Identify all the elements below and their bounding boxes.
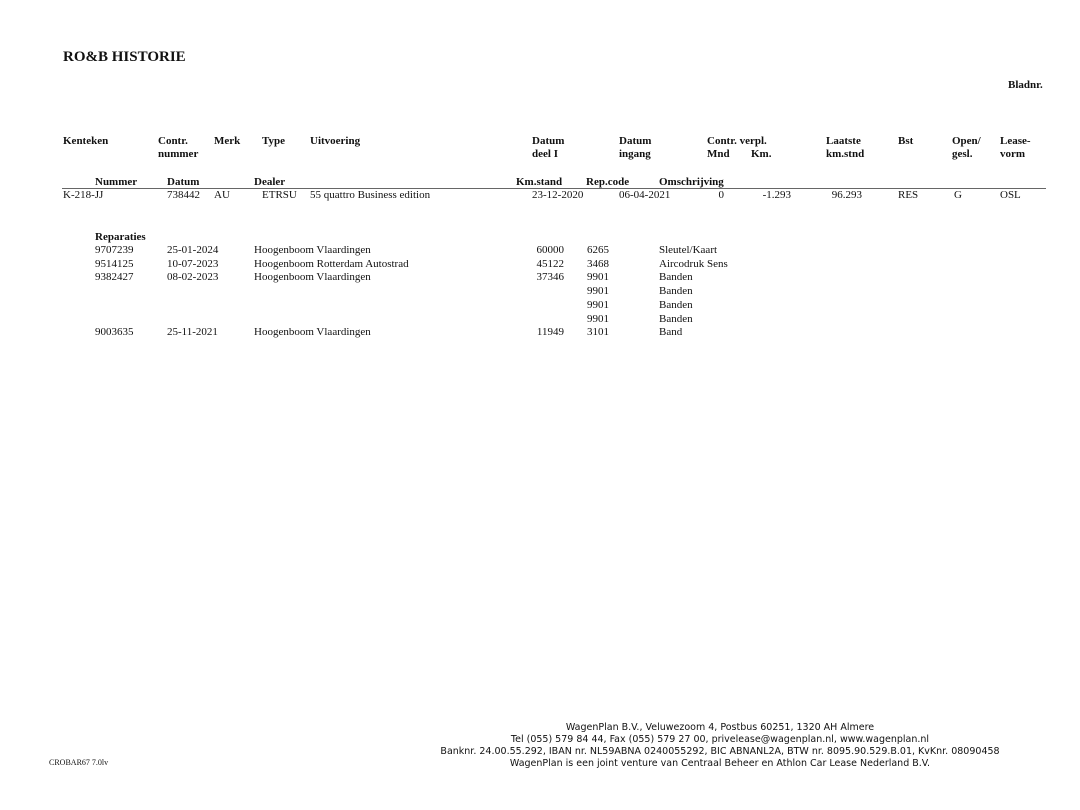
footer-bank: Banknr. 24.00.55.292, IBAN nr. NL59ABNA 0240055292, BIC ABNANL2A, BTW nr. 8095.90.529.B.01, KvKnr. 08090458 [440, 746, 1000, 757]
repair-omschrijving: Sleutel/Kaart [659, 244, 718, 256]
header-kenteken: Kenteken [63, 135, 109, 147]
vehicle-laatste-km: 96.293 [831, 189, 862, 201]
repair-dealer: Hoogenboom Vlaardingen [254, 326, 371, 339]
header-ingang: ingang [619, 148, 651, 160]
repair-km: 45122 [536, 257, 564, 270]
repair-dealer: Hoogenboom Vlaardingen [254, 271, 371, 284]
repair-omschrijving: Banden [659, 298, 693, 311]
repair-code: 3468 [587, 257, 609, 270]
repair-datum: 08-02-2023 [167, 271, 219, 284]
header-uitvoering: Uitvoering [310, 135, 361, 147]
header-datum-ingang: Datum [619, 135, 652, 147]
repair-omschrijving: Banden [659, 285, 693, 298]
vehicle-uitvoering: 55 quattro Business edition [310, 189, 431, 201]
repair-code: 6265 [587, 244, 609, 256]
subheader-nummer: Nummer [95, 176, 138, 188]
repair-code: 9901 [587, 271, 609, 284]
vehicle-kenteken: K-218-JJ [63, 189, 104, 201]
vehicle-lease-vorm: OSL [1000, 189, 1021, 201]
subheader-rep-code: Rep.code [586, 176, 630, 188]
footer-joint-venture: WagenPlan is een joint venture van Centraal Beheer en Athlon Car Lease Nederland B.V. [509, 758, 931, 769]
reparaties-title: Reparaties [95, 231, 146, 243]
subheader-omschrijving: Omschrijving [659, 176, 724, 188]
subheader-km-stand: Km.stand [516, 176, 563, 188]
header-km: Km. [751, 148, 772, 160]
vehicle-contract: 738442 [167, 189, 200, 201]
repair-nummer: 9382427 [95, 271, 134, 284]
header-bst: Bst [898, 135, 914, 147]
subheader-dealer: Dealer [254, 176, 286, 188]
repair-code: 9901 [587, 285, 609, 298]
repair-nummer: 9003635 [95, 326, 134, 339]
repair-omschrijving: Banden [659, 312, 693, 325]
vehicle-open-gesl: G [954, 189, 962, 201]
repair-datum: 10-07-2023 [167, 257, 219, 270]
header-open: Open/ [952, 135, 981, 147]
header-contr: Contr. [158, 135, 188, 147]
header-gesl: gesl. [952, 148, 973, 160]
header-km-stnd: km.stnd [826, 148, 865, 160]
header-contr-verpl: Contr. verpl. [707, 135, 767, 147]
header-contr-nummer: nummer [158, 148, 199, 160]
header-vorm: vorm [1000, 148, 1026, 160]
vehicle-km: -1.293 [762, 189, 791, 201]
vehicle-type: ETRSU [262, 189, 297, 201]
company-footer [380, 722, 1060, 770]
repair-datum: 25-01-2024 [167, 244, 219, 256]
page-number-label: Bladnr. [1008, 79, 1043, 91]
repair-dealer: Hoogenboom Rotterdam Autostrad [254, 257, 409, 270]
header-laatste: Laatste [826, 135, 861, 147]
header-deel-i: deel I [532, 148, 558, 160]
repair-km: 37346 [536, 271, 564, 284]
repair-omschrijving: Band [659, 326, 683, 339]
header-mnd: Mnd [707, 148, 730, 160]
repair-km: 60000 [536, 244, 564, 256]
vehicle-merk: AU [214, 189, 230, 201]
vehicle-datum-deel: 23-12-2020 [532, 189, 584, 201]
repair-datum: 25-11-2021 [167, 326, 218, 339]
repair-omschrijving: Banden [659, 271, 693, 284]
footer-contact: Tel (055) 579 84 44, Fax (055) 579 27 00, privelease@wagenplan.nl, www.wagenplan.nl [510, 734, 930, 745]
header-merk: Merk [214, 135, 241, 147]
repair-code: 9901 [587, 298, 609, 311]
repair-nummer: 9514125 [95, 257, 134, 270]
subheader-datum: Datum [167, 176, 200, 188]
vehicle-bst: RES [898, 189, 919, 201]
header-type: Type [262, 135, 286, 147]
footer-address: WagenPlan B.V., Veluwezoom 4, Postbus 60251, 1320 AH Almere [565, 722, 875, 733]
repair-dealer: Hoogenboom Vlaardingen [254, 244, 371, 256]
repair-code: 9901 [587, 312, 609, 325]
repair-km: 11949 [536, 326, 564, 339]
header-datum-deel: Datum [532, 135, 565, 147]
form-code: CROBAR67 7.0lv [49, 758, 109, 767]
vehicle-mnd: 0 [718, 189, 724, 201]
vehicle-datum-ingang: 06-04-2021 [619, 189, 671, 201]
repair-nummer: 9707239 [95, 244, 134, 256]
repair-omschrijving: Aircodruk Sens [659, 257, 728, 270]
header-lease: Lease- [1000, 135, 1031, 147]
repair-code: 3101 [587, 326, 609, 339]
report-title: RO&B HISTORIE [63, 49, 186, 65]
